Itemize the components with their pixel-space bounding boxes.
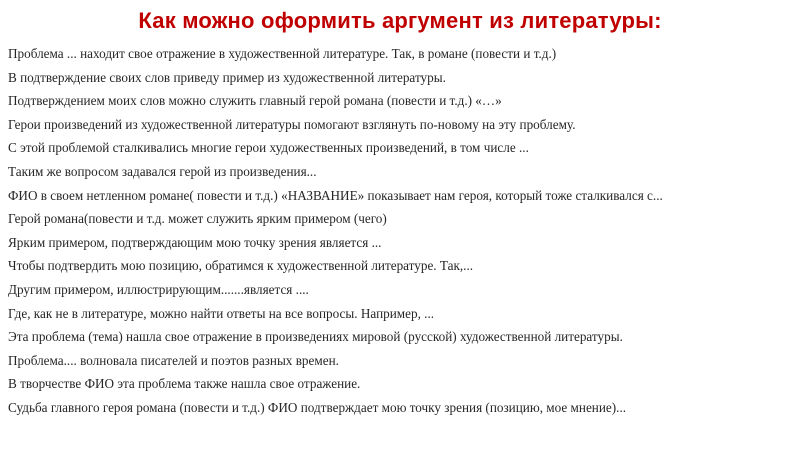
phrase-line: ФИО в своем нетленном романе( повести и т.д.) «НАЗВАНИЕ» показывает нам героя, который тоже сталкивался с...	[8, 187, 663, 203]
phrase-line: Ярким примером, подтверждающим мою точку зрения является ...	[8, 234, 382, 250]
phrase-line: Эта проблема (тема) нашла свое отражение в произведениях мировой (русской) художественной литературы.	[8, 329, 623, 345]
phrase-line: Проблема.... волновала писателей и поэтов разных времен.	[8, 352, 339, 368]
argument-phrase-list	[8, 42, 793, 420]
phrase-line: Проблема ... находит свое отражение в художественной литературе. Так, в романе (повести и т.д.)	[8, 46, 557, 61]
phrase-line: Подтверждением моих слов можно служить главный герой романа (повести и т.д.) «…»	[8, 93, 502, 109]
phrase-line: Где, как не в литературе, можно найти ответы на все вопросы. Например, ...	[8, 305, 435, 321]
phrase-line: В творчестве ФИО эта проблема также нашла свое отражение.	[8, 376, 361, 392]
phrase-line: Другим примером, иллюстрирующим.......является ....	[8, 281, 309, 297]
phrase-line: Чтобы подтвердить мою позицию, обратимся к художественной литературе. Так,...	[8, 258, 474, 274]
phrase-line: С этой проблемой сталкивались многие герои художественных произведений, в том числе ...	[8, 140, 529, 156]
slide-title: Как можно оформить аргумент из литературы:	[138, 8, 662, 33]
phrase-line: Таким же вопросом задавался герой из произведения...	[8, 163, 317, 179]
phrase-line: Судьба главного героя романа (повести и т.д.) ФИО подтверждает мою точку зрения (позицию, мое мнение)...	[8, 399, 627, 415]
phrase-line: Герои произведений из художественной литературы помогают взглянуть по-новому на эту проблему.	[8, 116, 576, 132]
phrase-line: Герой романа(повести и т.д. может служить ярким примером (чего)	[8, 211, 387, 227]
phrase-line: В подтверждение своих слов приведу пример из художественной литературы.	[8, 69, 446, 85]
